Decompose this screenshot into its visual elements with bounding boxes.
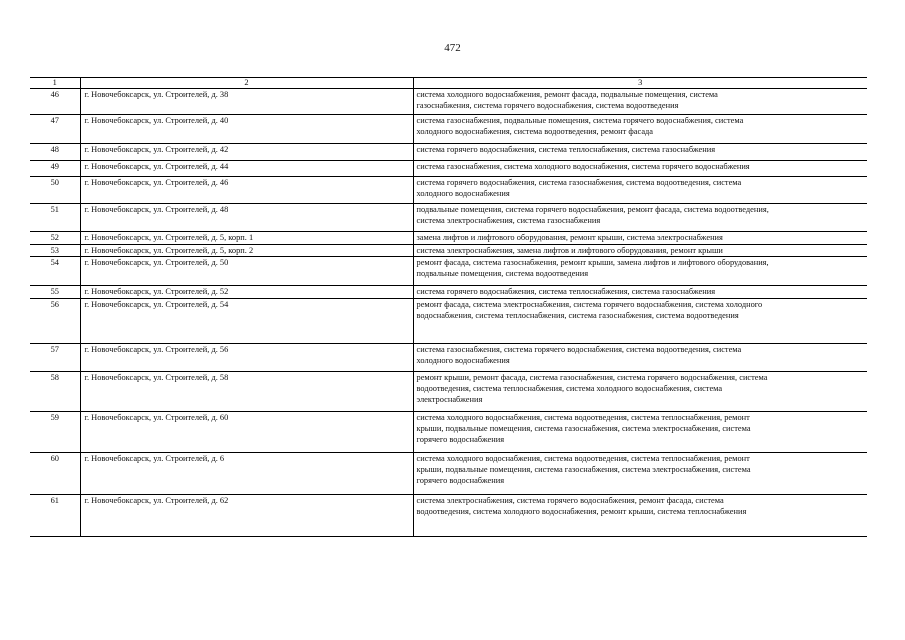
row-number: 55 <box>30 286 80 299</box>
row-number: 61 <box>30 495 80 537</box>
works-line: крыши, подвальные помещения, система газоснабжения, система электроснабжения, система <box>416 424 751 433</box>
works-line: холодного водоснабжения, система водоотведения, ремонт фасада <box>416 127 654 136</box>
row-address: г. Новочебоксарск, ул. Строителей, д. 52 <box>80 286 413 299</box>
works-line: система горячего водоснабжения, система теплоснабжения, система газоснабжения <box>416 145 716 154</box>
table-row <box>30 232 867 245</box>
row-number: 56 <box>30 299 80 344</box>
row-works <box>413 453 867 495</box>
works-line: газоснабжения, система горячего водоснабжения, система водоотведения <box>416 101 679 110</box>
row-works <box>413 232 867 245</box>
row-address: г. Новочебоксарск, ул. Строителей, д. 54 <box>80 299 413 344</box>
row-works <box>413 245 867 257</box>
page-number: 472 <box>444 42 461 54</box>
works-line: система горячего водоснабжения, система газоснабжения, система водоотведения, система <box>416 178 742 187</box>
table-row <box>30 372 867 412</box>
row-address: г. Новочебоксарск, ул. Строителей, д. 44 <box>80 161 413 177</box>
row-address: г. Новочебоксарск, ул. Строителей, д. 48 <box>80 204 413 232</box>
row-works <box>413 257 867 286</box>
table-row <box>30 161 867 177</box>
works-line: система газоснабжения, система горячего водоснабжения, система водоотведения, система <box>416 345 742 354</box>
table-row <box>30 204 867 232</box>
works-line: система газоснабжения, подвальные помещения, система горячего водоснабжения, система <box>416 116 744 125</box>
row-number: 46 <box>30 89 80 115</box>
row-number: 47 <box>30 115 80 144</box>
row-number: 58 <box>30 372 80 412</box>
works-line: крыши, подвальные помещения, система газоснабжения, система электроснабжения, система <box>416 465 751 474</box>
table-row <box>30 299 867 344</box>
row-works <box>413 89 867 115</box>
row-number: 52 <box>30 232 80 245</box>
column-header-address: 2 <box>80 78 413 89</box>
works-line: система электроснабжения, замена лифтов и лифтового оборудования, ремонт крыши <box>416 246 723 255</box>
row-number: 49 <box>30 161 80 177</box>
row-address: г. Новочебоксарск, ул. Строителей, д. 46 <box>80 177 413 204</box>
row-address: г. Новочебоксарск, ул. Строителей, д. 40 <box>80 115 413 144</box>
table-row <box>30 412 867 453</box>
row-address: г. Новочебоксарск, ул. Строителей, д. 38 <box>80 89 413 115</box>
table-row <box>30 115 867 144</box>
row-number: 54 <box>30 257 80 286</box>
table-row <box>30 453 867 495</box>
row-address: г. Новочебоксарск, ул. Строителей, д. 58 <box>80 372 413 412</box>
table-header-row <box>30 78 867 89</box>
works-line: электроснабжения <box>416 395 483 404</box>
row-address: г. Новочебоксарск, ул. Строителей, д. 5, корп. 1 <box>80 232 413 245</box>
works-line: горячего водоснабжения <box>416 435 505 444</box>
row-works <box>413 177 867 204</box>
row-works <box>413 372 867 412</box>
row-number: 48 <box>30 144 80 161</box>
works-table <box>30 77 867 537</box>
works-line: система холодного водоснабжения, ремонт фасада, подвальные помещения, система <box>416 90 718 99</box>
works-line: подвальные помещения, система горячего водоснабжения, ремонт фасада, система водоотведения, <box>416 205 769 214</box>
row-address: г. Новочебоксарск, ул. Строителей, д. 50 <box>80 257 413 286</box>
row-number: 57 <box>30 344 80 372</box>
works-line: подвальные помещения, система водоотведения <box>416 269 589 278</box>
works-line: замена лифтов и лифтового оборудования, ремонт крыши, система электроснабжения <box>416 233 723 242</box>
table-row <box>30 257 867 286</box>
works-line: ремонт крыши, ремонт фасада, система газоснабжения, система горячего водоснабжения, система <box>416 373 768 382</box>
column-header-number: 1 <box>30 78 80 89</box>
row-number: 53 <box>30 245 80 257</box>
table-row <box>30 344 867 372</box>
works-line: система холодного водоснабжения, система водоотведения, система теплоснабжения, ремонт <box>416 413 750 422</box>
row-address: г. Новочебоксарск, ул. Строителей, д. 62 <box>80 495 413 537</box>
works-line: система электроснабжения, система горячего водоснабжения, ремонт фасада, система <box>416 496 724 505</box>
table-row <box>30 286 867 299</box>
row-number: 51 <box>30 204 80 232</box>
works-line: система холодного водоснабжения, система водоотведения, система теплоснабжения, ремонт <box>416 454 750 463</box>
row-address: г. Новочебоксарск, ул. Строителей, д. 6 <box>80 453 413 495</box>
works-line: водоснабжения, система теплоснабжения, система газоснабжения, система водоотведения <box>416 311 739 320</box>
row-address: г. Новочебоксарск, ул. Строителей, д. 5, корп. 2 <box>80 245 413 257</box>
row-number: 60 <box>30 453 80 495</box>
row-works <box>413 161 867 177</box>
row-address: г. Новочебоксарск, ул. Строителей, д. 60 <box>80 412 413 453</box>
row-works <box>413 115 867 144</box>
works-line: ремонт фасада, система электроснабжения, система горячего водоснабжения, система холодного <box>416 300 763 309</box>
row-number: 59 <box>30 412 80 453</box>
row-works <box>413 144 867 161</box>
works-line: горячего водоснабжения <box>416 476 505 485</box>
table-row <box>30 144 867 161</box>
works-line: водоотведения, система холодного водоснабжения, ремонт крыши, система теплоснабжения <box>416 507 747 516</box>
works-line: ремонт фасада, система газоснабжения, ремонт крыши, замена лифтов и лифтового оборудования, <box>416 258 769 267</box>
works-line: система горячего водоснабжения, система теплоснабжения, система газоснабжения <box>416 287 716 296</box>
row-works <box>413 344 867 372</box>
row-works <box>413 495 867 537</box>
row-works <box>413 412 867 453</box>
works-line: водоотведения, система теплоснабжения, система холодного водоснабжения, система <box>416 384 723 393</box>
row-works <box>413 204 867 232</box>
works-line: холодного водоснабжения <box>416 189 510 198</box>
row-address: г. Новочебоксарск, ул. Строителей, д. 56 <box>80 344 413 372</box>
table-row <box>30 177 867 204</box>
works-line: система газоснабжения, система холодного водоснабжения, система горячего водоснабжения <box>416 162 750 171</box>
works-line: холодного водоснабжения <box>416 356 510 365</box>
column-header-works: 3 <box>413 78 867 89</box>
row-number: 50 <box>30 177 80 204</box>
table-row <box>30 495 867 537</box>
works-line: система электроснабжения, система газоснабжения <box>416 216 601 225</box>
row-works <box>413 286 867 299</box>
row-works <box>413 299 867 344</box>
row-address: г. Новочебоксарск, ул. Строителей, д. 42 <box>80 144 413 161</box>
table-row <box>30 245 867 257</box>
table-row <box>30 89 867 115</box>
